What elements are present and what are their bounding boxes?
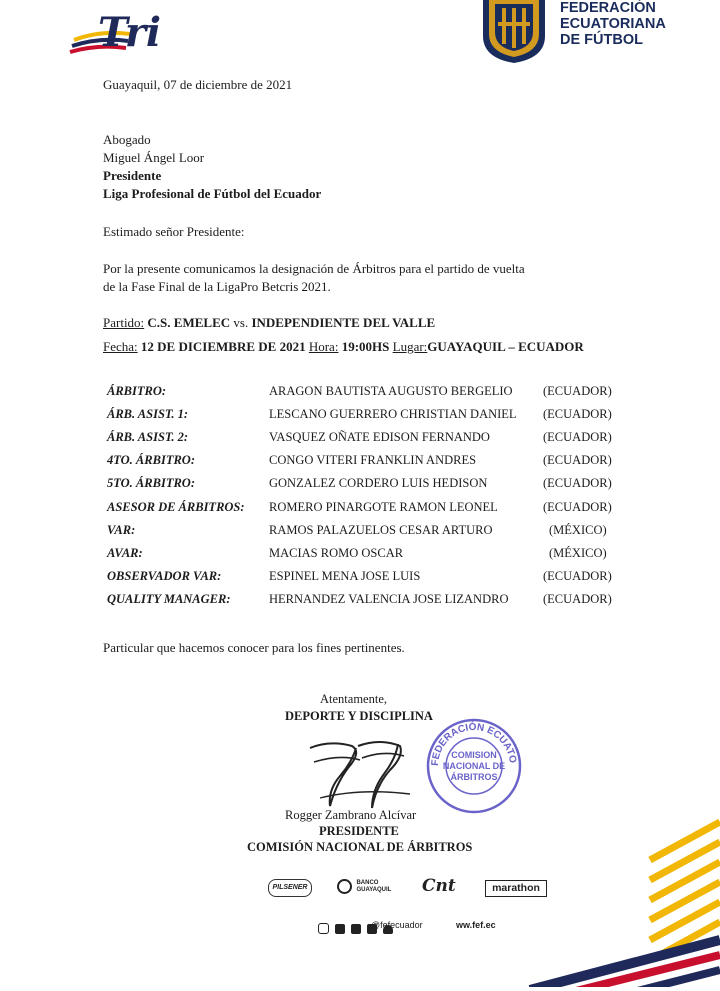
role-label: VAR: [107,523,136,537]
recipient-title: Abogado [103,132,151,147]
commission-name: COMISIÓN NACIONAL DE ÁRBITROS [247,840,473,854]
sponsor-marathon-label: marathon [492,882,540,894]
referee-country: (ECUADOR) [543,569,612,583]
recipient-position: Presidente [103,168,162,183]
vs-text: vs. [233,315,249,330]
signer-title: PRESIDENTE [319,824,399,838]
table-row [0,569,720,589]
role-label: ÁRBITRO: [107,384,167,398]
referee-country: (MÉXICO) [549,546,607,560]
regards: Atentamente, [320,692,387,706]
referee-name: VASQUEZ OÑATE EDISON FERNANDO [269,430,490,444]
closing-line: Particular que hacemos conocer para los fines pertinentes. [103,640,405,655]
intro-line-2: de la Fase Final de la LigaPro Betcris 2021. [103,279,331,294]
role-label: ÁRB. ASIST. 2: [107,430,189,444]
fef-name-line-2: ECUATORIANA [560,16,666,32]
fef-name-line-3: DE FÚTBOL [560,32,643,48]
hora-value: 19:00HS [341,339,390,354]
recipient-organization: Liga Profesional de Fútbol del Ecuador [103,186,322,201]
sponsor-banco-guayaquil [337,878,401,896]
sponsor-banco-label: BANCO GUAYAQUIL [356,879,392,893]
handwritten-signature [300,728,420,813]
partido-label: Partido: [103,315,145,330]
sponsor-cnt: Cnt [422,876,456,896]
fecha-value: 12 DE DICIEMBRE DE 2021 [140,339,306,354]
website: ww.fef.ec [456,920,496,930]
social-handle: @fefecuador [371,920,423,930]
role-label: OBSERVADOR VAR: [107,569,222,583]
referee-country: (ECUADOR) [543,384,612,398]
recipient-name: Miguel Ángel Loor [103,150,205,165]
referee-name: ARAGON BAUTISTA AUGUSTO BERGELIO [269,384,513,398]
role-label: ÁRB. ASIST. 1: [107,407,189,421]
referee-name: HERNANDEZ VALENCIA JOSE LIZANDRO [269,592,509,606]
fef-shield [480,0,548,64]
decorative-stripes [520,800,720,987]
lugar-value: GUAYAQUIL – ECUADOR [427,339,584,354]
referee-country: (ECUADOR) [543,407,612,421]
hora-label: Hora: [308,339,339,354]
table-row [0,453,720,473]
greeting: Estimado señor Presidente: [103,224,245,239]
referee-name: RAMOS PALAZUELOS CESAR ARTURO [269,523,493,537]
referee-country: (ECUADOR) [543,500,612,514]
table-row [0,546,720,566]
referee-country: (ECUADOR) [543,476,612,490]
home-team: C.S. EMELEC [147,315,231,330]
referee-name: GONZALEZ CORDERO LUIS HEDISON [269,476,488,490]
fecha-label: Fecha: [103,339,138,354]
sponsor-pilsener [268,879,312,897]
role-label: 5TO. ÁRBITRO: [107,476,195,490]
table-row [0,476,720,496]
official-stamp [424,714,524,814]
referee-name: ROMERO PINARGOTE RAMON LEONEL [269,500,498,514]
department: DEPORTE Y DISCIPLINA [285,709,433,723]
referee-country: (ECUADOR) [543,430,612,444]
table-row [0,384,720,404]
table-row [0,523,720,543]
referee-country: (MÉXICO) [549,523,607,537]
role-label: ASESOR DE ÁRBITROS: [107,500,245,514]
referee-name: ESPINEL MENA JOSE LUIS [269,569,421,583]
away-team: INDEPENDIENTE DEL VALLE [251,315,436,330]
instagram-icon [318,923,329,934]
role-label: AVAR: [107,546,143,560]
referee-name: CONGO VITERI FRANKLIN ANDRES [269,453,477,467]
stamp-inner-line-3: ÁRBITROS [450,772,498,782]
intro-paragraph [103,260,525,296]
role-label: 4TO. ÁRBITRO: [107,453,195,467]
table-row [0,430,720,450]
date-line: Guayaquil, 07 de diciembre de 2021 [103,77,293,92]
tri-logo [60,0,170,70]
facebook-icon [335,924,345,934]
tri-logo-text: Tri [98,9,162,56]
signer-name: Rogger Zambrano Alcívar [285,808,417,822]
referee-name: LESCANO GUERRERO CHRISTIAN DANIEL [269,407,517,421]
fef-name [560,0,710,48]
match-details-line [103,338,584,356]
recipient-block [103,131,321,203]
referee-country: (ECUADOR) [543,592,612,606]
linkedin-icon [351,924,361,934]
referee-country: (ECUADOR) [543,453,612,467]
match-line [103,314,435,332]
referee-name: MACIAS ROMO OSCAR [269,546,404,560]
table-row [0,407,720,427]
stamp-outer-text: FEDERACIÓN ECUATO [429,721,518,767]
sponsor-pilsener-label: PILSENER [272,884,308,891]
table-row [0,592,720,612]
fef-name-line-1: FEDERACIÓN [560,0,656,16]
stamp-inner-line-1: COMISION [451,750,497,760]
role-label: QUALITY MANAGER: [107,592,231,606]
table-row [0,500,720,520]
lugar-label: Lugar: [392,339,428,354]
stamp-inner-line-2: NACIONAL DE [442,761,506,771]
bank-circle-icon [337,879,352,894]
intro-line-1: Por la presente comunicamos la designación de Árbitros para el partido de vuelta [103,261,525,276]
